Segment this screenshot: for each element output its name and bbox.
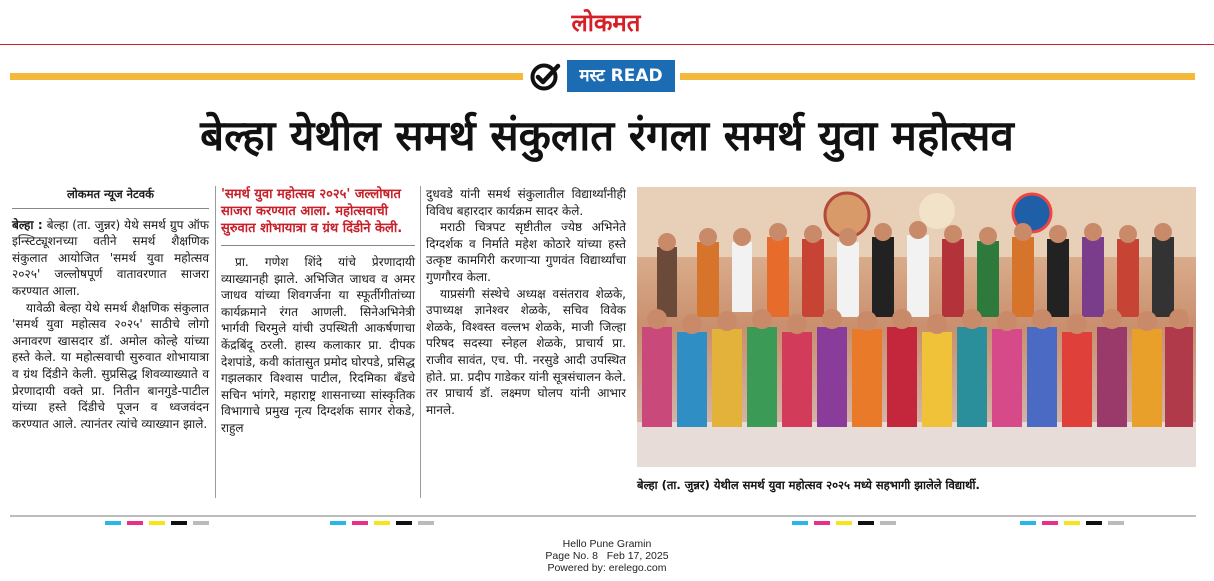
powered-by: Powered by: erelego.com (547, 562, 667, 574)
group-photo (637, 187, 1196, 467)
pull-quote: 'समर्थ युवा महोत्सव २०२५' जल्लोषात साजरा करण्यात आला. महोत्सवाची सुरुवात शोभायात्रा व ग्रंथ दिंडीने केली. (221, 186, 415, 246)
paragraph-text: बेल्हा (ता. जुन्नर) येथे समर्थ ग्रुप ऑफ इन्स्टिट्यूशनच्या वतीने समर्थ शैक्षणिक संकुलात आयोजित 'समर्थ युवा महोत्सव २०२५' जल्लोषपूर्ण वातावरणात साजरा करण्यात आला. (12, 217, 209, 298)
color-registration-marks (330, 521, 434, 525)
article-column-2 (221, 186, 415, 437)
photo-caption: बेल्हा (ता. जुन्नर) येथील समर्थ युवा महोत्सव २०२५ मध्ये सहभागी झालेले विद्यार्थी. (637, 478, 980, 492)
paragraph: प्रा. गणेश शिंदे यांचे प्रेरणादायी व्याख्यानही झाले. अभिजित जाधव व अमर जाधव यांच्या शिवगर्जना या स्फूर्तीगीतांच्या कार्यक्रमाने रंगत आणली. सिनेअभिनेत्री भार्गवी चिरमुले यांची उपस्थिती आकर्षणाचा केंद्रबिंदू ठरली. हास्य कलाकार प्रा. दीपक देशपांडे, कवी कांतासुत प्रमोद घोरपडे, प्रसिद्ध गझलकार विश्वास पाटील, रिदमिका बँडचे सचिन भांगरे, महाराष्ट्र शासनाच्या सांस्कृतिक विभागाचे प्रमुख नृत्य दिग्दर्शक सागर रोकडे, राहुल (221, 255, 415, 435)
band-line-right (680, 73, 1195, 80)
paragraph: याप्रसंगी संस्थेचे अध्यक्ष वसंतराव शेळके, उपाध्यक्ष ज्ञानेश्वर शेळके, सचिव विवेक शेळके, विश्वस्त वल्लभ शेळके, माजी जिल्हा परिषद सदस्या स्नेहल शेळके, प्राचार्य प्रा. राजीव सावंत, एच. पी. नरसुडे आदी उपस्थित होते. प्रा. प्रदीप गाडेकर यांनी सूत्रसंचालन केले. तर प्राचार्य डॉ. लक्ष्मण घोलप यांनी आभार मानले. (426, 286, 626, 417)
dateline: बेल्हा : (12, 217, 43, 232)
color-registration-marks (1020, 521, 1124, 525)
column-divider (215, 186, 216, 498)
column-divider (420, 186, 421, 498)
article-headline: बेल्हा येथील समर्थ संकुलात रंगला समर्थ युवा महोत्सव (200, 111, 1014, 160)
page-footer (0, 538, 1214, 574)
paragraph (12, 217, 209, 300)
page-bottom-rule (10, 515, 1196, 517)
lokmat-logo: लोकमत (571, 9, 641, 37)
masthead (0, 0, 1214, 45)
paragraph: मराठी चित्रपट सृष्टीतील ज्येष्ठ अभिनेते दिग्दर्शक व निर्माते महेश कोठारे यांच्या हस्ते उत्कृष्ट कामगिरी करणाऱ्या गुणवंत विद्यार्थ्यांचा गुणगौरव केला. (426, 220, 626, 284)
article-column-1 (12, 186, 209, 432)
paragraph: दुधवडे यांनी समर्थ संकुलातील विद्यार्थ्यांनीही विविध बहारदार कार्यक्रम सादर केले. (426, 187, 626, 218)
article-column-3 (426, 186, 626, 418)
must-read-band (0, 60, 1214, 94)
must-read-badge: मस्ट READ (567, 60, 675, 92)
page-info: Page No. 8 Feb 17, 2025 (545, 550, 669, 562)
paragraph: यावेळी बेल्हा येथे समर्थ शैक्षणिक संकुलात 'समर्थ युवा महोत्सव २०२५' साठीचे लोगो अनावरण खासदार डॉ. अमोल कोल्हे यांच्या हस्ते केले. या महोत्सवाची सुरुवात शोभायात्रा व ग्रंथ दिंडीने केली. सुप्रसिद्ध शिवव्याख्याते व प्रेरणादायी वक्ते प्रा. नितीन बानगुडे-पाटील यांच्या हस्ते दिंडीचे पूजन व ध्वजवंदन करण्यात आले. त्यानंतर त्यांचे व्याख्यान झाले. (12, 300, 209, 431)
byline: लोकमत न्यूज नेटवर्क (12, 186, 209, 209)
color-registration-marks (105, 521, 209, 525)
band-line-left (10, 73, 523, 80)
checkmark-circle-icon (528, 60, 562, 94)
color-registration-marks (792, 521, 896, 525)
edition-name: Hello Pune Gramin (562, 538, 652, 550)
